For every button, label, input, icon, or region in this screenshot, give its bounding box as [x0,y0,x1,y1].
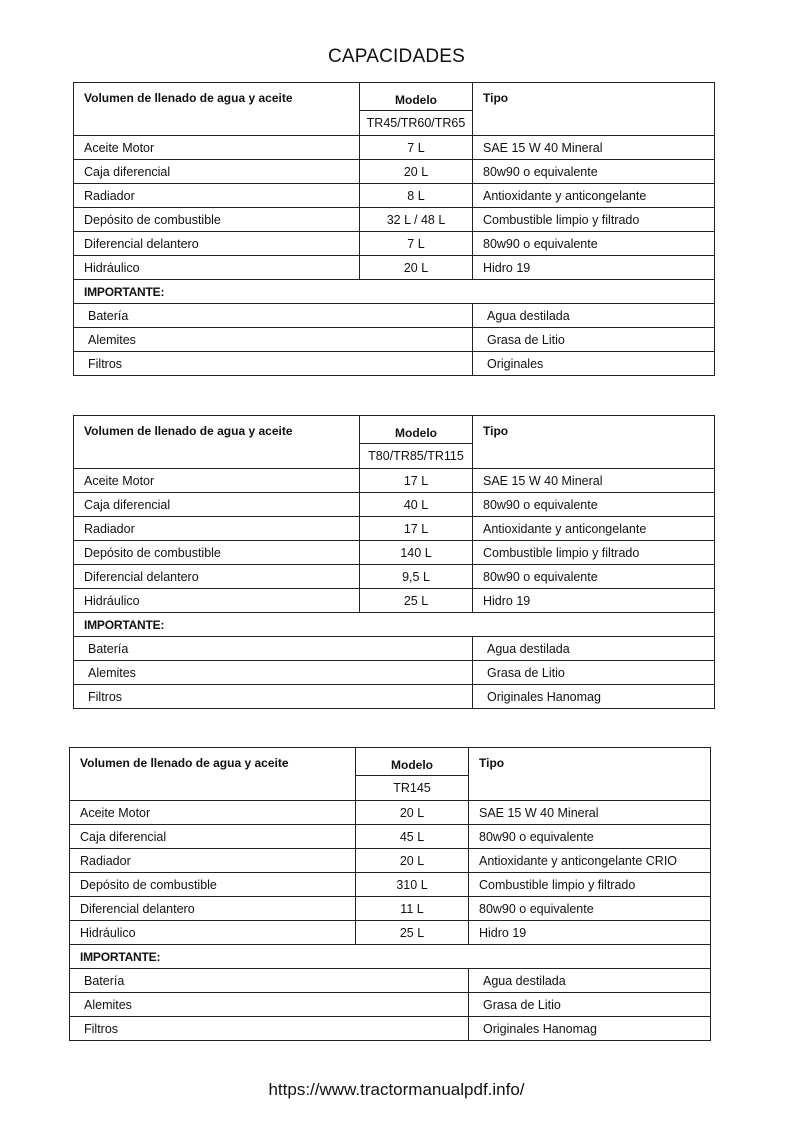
row-tipo: Antioxidante y anticongelante [473,517,715,541]
row-qty: 32 L / 48 L [360,208,473,232]
important-row [74,280,715,304]
row-tipo: Combustible limpio y filtrado [473,541,715,565]
model-name: T80/TR85/TR115 [360,444,473,469]
table-row [74,517,715,541]
important-item-row [74,661,715,685]
table-row [74,541,715,565]
header-tipo: Tipo [469,748,711,801]
row-tipo: Antioxidante y anticongelante CRIO [469,849,711,873]
important-item: Alemites [70,993,469,1017]
header-tipo: Tipo [473,83,715,136]
important-label: IMPORTANTE: [70,945,711,969]
important-item-row [74,637,715,661]
important-tipo: Grasa de Litio [469,993,711,1017]
row-tipo: Hidro 19 [473,589,715,613]
important-item-row [74,304,715,328]
important-item-row [70,969,711,993]
capacity-table-1 [73,82,715,376]
capacity-table-2 [73,415,715,709]
table-row [74,184,715,208]
important-item-row [74,685,715,709]
header-modelo: Modelo [360,83,473,111]
row-tipo: 80w90 o equivalente [469,897,711,921]
row-item: Caja diferencial [74,493,360,517]
row-tipo: 80w90 o equivalente [473,565,715,589]
row-qty: 140 L [360,541,473,565]
table-header-row [70,748,711,776]
row-qty: 17 L [360,517,473,541]
important-item: Alemites [74,328,473,352]
important-label: IMPORTANTE: [74,613,715,637]
row-item: Diferencial delantero [70,897,356,921]
row-qty: 40 L [360,493,473,517]
row-item: Radiador [74,184,360,208]
important-item: Filtros [74,685,473,709]
important-item: Alemites [74,661,473,685]
header-modelo: Modelo [356,748,469,776]
table-row [70,873,711,897]
table-row [74,589,715,613]
model-name: TR45/TR60/TR65 [360,111,473,136]
table-row [74,256,715,280]
row-qty: 310 L [356,873,469,897]
page-title: CAPACIDADES [328,46,465,67]
footer-url[interactable]: https://www.tractormanualpdf.info/ [268,1080,525,1099]
header-tipo: Tipo [473,416,715,469]
row-tipo: 80w90 o equivalente [469,825,711,849]
row-item: Caja diferencial [74,160,360,184]
important-tipo: Grasa de Litio [473,328,715,352]
row-item: Radiador [70,849,356,873]
header-volumen: Volumen de llenado de agua y aceite [74,416,360,469]
row-tipo: Antioxidante y anticongelante [473,184,715,208]
important-label: IMPORTANTE: [74,280,715,304]
row-qty: 7 L [360,136,473,160]
important-tipo: Agua destilada [473,304,715,328]
row-qty: 8 L [360,184,473,208]
important-item: Batería [74,304,473,328]
row-item: Diferencial delantero [74,565,360,589]
row-item: Aceite Motor [70,801,356,825]
table-row [70,849,711,873]
important-item-row [70,1017,711,1041]
important-item: Filtros [74,352,473,376]
important-tipo: Originales Hanomag [469,1017,711,1041]
row-qty: 45 L [356,825,469,849]
row-qty: 7 L [360,232,473,256]
header-modelo: Modelo [360,416,473,444]
important-tipo: Originales [473,352,715,376]
table-header-row [74,83,715,111]
important-item: Batería [70,969,469,993]
table-row [74,136,715,160]
row-tipo: SAE 15 W 40 Mineral [469,801,711,825]
row-qty: 25 L [360,589,473,613]
header-volumen: Volumen de llenado de agua y aceite [70,748,356,801]
important-tipo: Originales Hanomag [473,685,715,709]
row-tipo: Hidro 19 [473,256,715,280]
row-tipo: SAE 15 W 40 Mineral [473,469,715,493]
row-tipo: Hidro 19 [469,921,711,945]
row-item: Aceite Motor [74,469,360,493]
row-qty: 20 L [360,160,473,184]
row-qty: 11 L [356,897,469,921]
table-row [70,921,711,945]
row-item: Depósito de combustible [70,873,356,897]
important-item-row [74,328,715,352]
row-tipo: 80w90 o equivalente [473,232,715,256]
row-qty: 20 L [356,849,469,873]
row-item: Diferencial delantero [74,232,360,256]
row-tipo: Combustible limpio y filtrado [473,208,715,232]
important-item-row [74,352,715,376]
row-qty: 17 L [360,469,473,493]
model-name: TR145 [356,776,469,801]
row-qty: 9,5 L [360,565,473,589]
row-item: Caja diferencial [70,825,356,849]
table-row [74,493,715,517]
row-item: Hidráulico [74,256,360,280]
row-item: Aceite Motor [74,136,360,160]
table-row [74,208,715,232]
important-row [70,945,711,969]
row-tipo: 80w90 o equivalente [473,493,715,517]
important-row [74,613,715,637]
row-item: Hidráulico [74,589,360,613]
row-qty: 20 L [360,256,473,280]
row-item: Radiador [74,517,360,541]
table-row [74,469,715,493]
row-item: Depósito de combustible [74,541,360,565]
table-row [74,232,715,256]
important-tipo: Agua destilada [469,969,711,993]
row-qty: 25 L [356,921,469,945]
row-tipo: Combustible limpio y filtrado [469,873,711,897]
capacity-table-3 [69,747,711,1041]
table-row [74,160,715,184]
table-header-row [74,416,715,444]
table-row [70,897,711,921]
row-tipo: SAE 15 W 40 Mineral [473,136,715,160]
row-qty: 20 L [356,801,469,825]
table-row [70,825,711,849]
important-tipo: Grasa de Litio [473,661,715,685]
row-tipo: 80w90 o equivalente [473,160,715,184]
row-item: Hidráulico [70,921,356,945]
header-volumen: Volumen de llenado de agua y aceite [74,83,360,136]
important-item: Filtros [70,1017,469,1041]
important-item-row [70,993,711,1017]
important-item: Batería [74,637,473,661]
important-tipo: Agua destilada [473,637,715,661]
row-item: Depósito de combustible [74,208,360,232]
table-row [74,565,715,589]
table-row [70,801,711,825]
